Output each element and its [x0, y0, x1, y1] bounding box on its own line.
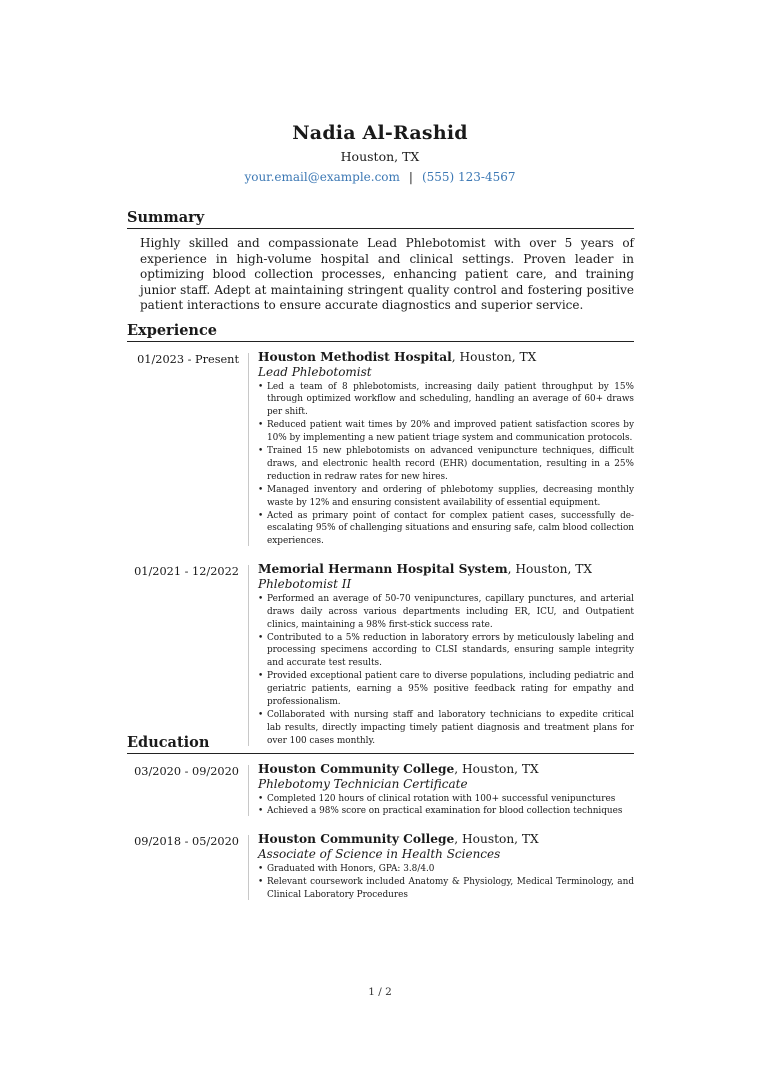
entry-content — [258, 562, 634, 747]
entry-date: 03/2020 - 09/2020 — [134, 765, 239, 778]
organization-name: Memorial Hermann Hospital System — [258, 562, 508, 577]
summary-heading: Summary — [127, 208, 634, 229]
education-section — [127, 733, 634, 902]
entry-date: 09/2018 - 05/2020 — [134, 835, 239, 849]
timeline-divider — [248, 353, 249, 546]
entry-organization-line — [258, 762, 634, 777]
summary-section — [127, 208, 634, 314]
bullet-list — [258, 381, 634, 549]
contact-separator: | — [408, 170, 413, 184]
candidate-name: Nadia Al-Rashid — [292, 122, 468, 144]
resume-header — [0, 120, 760, 186]
organization-location: , Houston, TX — [454, 762, 539, 776]
phone-link[interactable]: (555) 123-4567 — [421, 170, 516, 184]
entry-date: 01/2023 - Present — [137, 353, 239, 366]
organization-name: Houston Community College — [258, 762, 455, 776]
entry-role: Phlebotomy Technician Certificate — [258, 777, 468, 791]
organization-name: Houston Methodist Hospital — [258, 350, 452, 364]
bullet-item: • Performed an average of 50-70 venipunctures, capillary punctures, and arterial draws daily across various departments including ER, ICU, and Outpatient clinics, maintaining a 98% first-stick success rate. — [258, 593, 634, 632]
organization-location: , Houston, TX — [454, 832, 539, 847]
bullet-item: • Contributed to a 5% reduction in laboratory errors by meticulously labeling and processing specimens according to CLSI standards, ensuring sample integrity and accurate test results. — [258, 632, 634, 671]
experience-entries — [127, 350, 634, 748]
bullet-list — [258, 593, 634, 748]
education-entry — [127, 762, 634, 818]
entry-date: 01/2021 - 12/2022 — [134, 565, 239, 579]
bullet-item: • Acted as primary point of contact for complex patient cases, successfully de-escalating 95% of challenging situations and ensuring safe, calm blood collection experiences. — [258, 510, 634, 549]
experience-entry — [127, 562, 634, 747]
entry-role: Lead Phlebotomist — [258, 365, 372, 379]
education-heading: Education — [127, 733, 634, 754]
organization-location: , Houston, TX — [507, 562, 593, 577]
bullet-item: • Collaborated with nursing staff and laboratory technicians to expedite critical lab results, directly impacting timely patient diagnosis and treatment plans for over 100 cases monthly. — [258, 709, 634, 748]
entry-content — [258, 832, 634, 901]
bullet-list — [258, 793, 634, 819]
bullet-item: • Provided exceptional patient care to diverse populations, including pediatric and geriatric patients, earning a 95% positive feedback rating for empathy and professionalism. — [258, 670, 634, 709]
timeline-divider — [248, 565, 249, 745]
page-number: 1 / 2 — [368, 986, 392, 998]
experience-entry — [127, 350, 634, 548]
entry-content — [258, 350, 634, 548]
email-link[interactable]: your.email@example.com — [244, 170, 400, 184]
education-entries — [127, 762, 634, 902]
summary-text: Highly skilled and compassionate Lead Phlebotomist with over 5 years of experience in high-volume hospital and clinical settings. Proven leader in optimizing blood collection processes, enhancing patient care, and training junior staff. Adept at maintaining stringent quality control and fostering positive patient interactions to ensure accurate diagnostics and superior service. — [140, 236, 634, 312]
entry-organization-line — [258, 562, 634, 577]
experience-section — [127, 321, 634, 748]
education-entry — [127, 832, 634, 901]
candidate-location: Houston, TX — [340, 149, 420, 164]
contact-line — [0, 169, 760, 186]
entry-role: Phlebotomist II — [258, 577, 352, 592]
bullet-item: • Relevant coursework included Anatomy & Physiology, Medical Terminology, and Clinical Laboratory Procedures — [258, 876, 634, 902]
entry-role: Associate of Science in Health Sciences — [258, 847, 501, 862]
bullet-item: • Led a team of 8 phlebotomists, increasing daily patient throughput by 15% through optimized workflow and scheduling, handling an average of 60+ draws per shift. — [258, 381, 634, 420]
organization-location: , Houston, TX — [451, 350, 537, 364]
bullet-list — [258, 863, 634, 902]
bullet-item: • Managed inventory and ordering of phlebotomy supplies, decreasing monthly waste by 12% and ensuring consistent availability of essential equipment. — [258, 484, 634, 510]
timeline-divider — [248, 835, 249, 899]
entry-organization-line — [258, 832, 634, 847]
bullet-item: • Trained 15 new phlebotomists on advanced venipuncture techniques, difficult draws, and electronic health record (EHR) documentation, resulting in a 25% reduction in redraw rates for new hires. — [258, 445, 634, 484]
timeline-divider — [248, 765, 249, 816]
bullet-item: • Reduced patient wait times by 20% and improved patient satisfaction scores by 10% by implementing a new patient triage system and communication protocols. — [258, 419, 634, 445]
experience-heading: Experience — [127, 321, 634, 342]
bullet-item: • Graduated with Honors, GPA: 3.8/4.0 — [258, 863, 634, 876]
bullet-item: • Achieved a 98% score on practical examination for blood collection techniques — [258, 805, 634, 818]
bullet-item: • Completed 120 hours of clinical rotation with 100+ successful venipunctures — [258, 793, 634, 806]
entry-content — [258, 762, 634, 818]
organization-name: Houston Community College — [258, 832, 455, 847]
entry-organization-line — [258, 350, 634, 365]
